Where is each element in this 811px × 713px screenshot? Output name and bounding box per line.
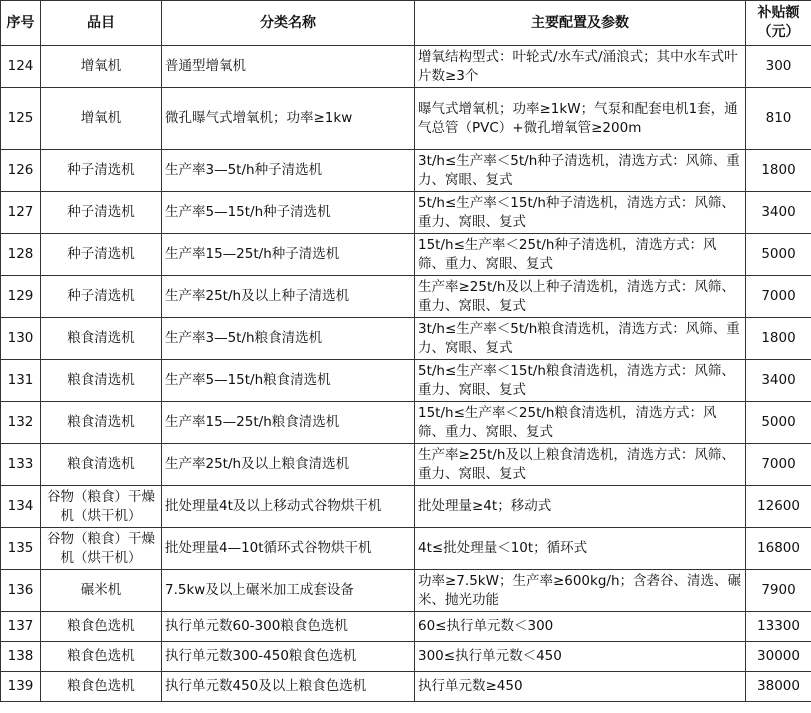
table-row [1,612,811,642]
cell-spec: 生产率≥25t/h及以上粮食清选机，清选方式：风筛、重力、窝眼、复式 [415,444,746,486]
cell-name: 粮食清选机 [41,360,162,402]
cell-subsidy: 5000 [746,234,811,276]
table-row [1,88,811,150]
cell-name: 种子清选机 [41,234,162,276]
cell-name: 增氧机 [41,88,162,150]
cell-name: 粮食色选机 [41,612,162,642]
header-row [1,1,811,46]
cell-no: 124 [1,46,41,88]
table-row [1,318,811,360]
cell-spec: 15t/h≤生产率＜25t/h种子清选机，清选方式：风筛、重力、窝眼、复式 [415,234,746,276]
table-row [1,192,811,234]
table-row [1,444,811,486]
cell-category: 生产率25t/h及以上种子清选机 [162,276,415,318]
cell-no: 125 [1,88,41,150]
cell-no: 134 [1,486,41,528]
cell-subsidy: 810 [746,88,811,150]
cell-name: 谷物（粮食）干燥机（烘干机） [41,528,162,570]
cell-name: 碾米机 [41,570,162,612]
cell-no: 138 [1,642,41,672]
cell-subsidy: 7000 [746,444,811,486]
header-name: 品目 [41,1,162,46]
cell-no: 126 [1,150,41,192]
cell-no: 133 [1,444,41,486]
cell-name: 粮食清选机 [41,402,162,444]
cell-name: 种子清选机 [41,192,162,234]
cell-no: 137 [1,612,41,642]
cell-spec: 生产率≥25t/h及以上种子清选机，清选方式：风筛、重力、窝眼、复式 [415,276,746,318]
cell-name: 粮食清选机 [41,444,162,486]
cell-subsidy: 16800 [746,528,811,570]
table-row [1,360,811,402]
table-row [1,276,811,318]
cell-subsidy: 12600 [746,486,811,528]
cell-subsidy: 3400 [746,360,811,402]
cell-no: 129 [1,276,41,318]
cell-name: 种子清选机 [41,150,162,192]
table-row [1,486,811,528]
header-subsidy: 补贴额（元） [746,1,811,46]
table-row [1,672,811,702]
cell-spec: 300≤执行单元数＜450 [415,642,746,672]
cell-spec: 60≤执行单元数＜300 [415,612,746,642]
cell-name: 粮食清选机 [41,318,162,360]
cell-category: 执行单元数450及以上粮食色选机 [162,672,415,702]
cell-category: 执行单元数60-300粮食色选机 [162,612,415,642]
cell-no: 128 [1,234,41,276]
cell-name: 粮食色选机 [41,642,162,672]
table-row [1,402,811,444]
header-no: 序号 [1,1,41,46]
cell-subsidy: 38000 [746,672,811,702]
cell-subsidy: 1800 [746,150,811,192]
cell-subsidy: 300 [746,46,811,88]
cell-name: 谷物（粮食）干燥机（烘干机） [41,486,162,528]
cell-subsidy: 3400 [746,192,811,234]
table-row [1,46,811,88]
cell-category: 生产率3—5t/h粮食清选机 [162,318,415,360]
cell-subsidy: 1800 [746,318,811,360]
cell-name: 种子清选机 [41,276,162,318]
cell-subsidy: 30000 [746,642,811,672]
cell-no: 132 [1,402,41,444]
cell-spec: 5t/h≤生产率＜15t/h粮食清选机，清选方式：风筛、重力、窝眼、复式 [415,360,746,402]
cell-spec: 15t/h≤生产率＜25t/h粮食清选机，清选方式：风筛、重力、窝眼、复式 [415,402,746,444]
cell-no: 127 [1,192,41,234]
cell-subsidy: 5000 [746,402,811,444]
cell-no: 131 [1,360,41,402]
cell-spec: 批处理量≥4t；移动式 [415,486,746,528]
header-category: 分类名称 [162,1,415,46]
cell-category: 批处理量4—10t循环式谷物烘干机 [162,528,415,570]
cell-category: 生产率25t/h及以上粮食清选机 [162,444,415,486]
cell-category: 7.5kw及以上碾米加工成套设备 [162,570,415,612]
cell-category: 生产率5—15t/h粮食清选机 [162,360,415,402]
table-row [1,150,811,192]
cell-category: 生产率3—5t/h种子清选机 [162,150,415,192]
table-row [1,570,811,612]
cell-spec: 3t/h≤生产率＜5t/h粮食清选机，清选方式：风筛、重力、窝眼、复式 [415,318,746,360]
cell-spec: 增氧结构型式：叶轮式/水车式/涌浪式；其中水车式叶片数≥3个 [415,46,746,88]
cell-no: 136 [1,570,41,612]
cell-spec: 功率≥7.5kW；生产率≥600kg/h；含砻谷、清选、碾米、抛光功能 [415,570,746,612]
cell-subsidy: 13300 [746,612,811,642]
cell-no: 139 [1,672,41,702]
cell-category: 普通型增氧机 [162,46,415,88]
table-row [1,642,811,672]
cell-subsidy: 7000 [746,276,811,318]
table-row [1,234,811,276]
cell-spec: 5t/h≤生产率＜15t/h种子清选机，清选方式：风筛、重力、窝眼、复式 [415,192,746,234]
header-spec: 主要配置及参数 [415,1,746,46]
table-row [1,528,811,570]
cell-category: 执行单元数300-450粮食色选机 [162,642,415,672]
cell-category: 生产率15—25t/h粮食清选机 [162,402,415,444]
cell-spec: 曝气式增氧机；功率≥1kW；气泵和配套电机1套，通气总管（PVC）+微孔增氧管≥200m [415,88,746,150]
cell-name: 增氧机 [41,46,162,88]
cell-category: 微孔曝气式增氧机；功率≥1kw [162,88,415,150]
cell-category: 生产率15—25t/h种子清选机 [162,234,415,276]
cell-category: 生产率5—15t/h种子清选机 [162,192,415,234]
cell-no: 130 [1,318,41,360]
cell-no: 135 [1,528,41,570]
cell-subsidy: 7900 [746,570,811,612]
cell-spec: 4t≤批处理量＜10t；循环式 [415,528,746,570]
cell-spec: 执行单元数≥450 [415,672,746,702]
cell-name: 粮食色选机 [41,672,162,702]
cell-category: 批处理量4t及以上移动式谷物烘干机 [162,486,415,528]
cell-spec: 3t/h≤生产率＜5t/h种子清选机，清选方式：风筛、重力、窝眼、复式 [415,150,746,192]
